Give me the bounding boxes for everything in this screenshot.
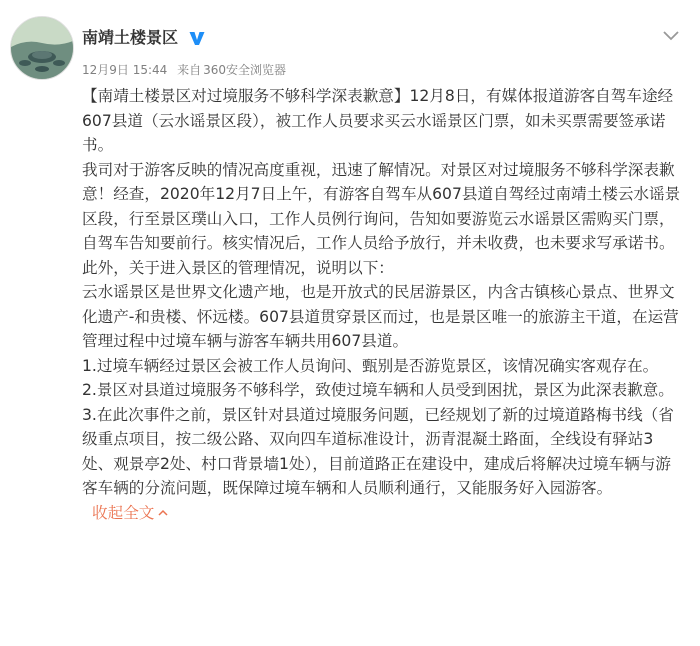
verified-v-icon [188, 29, 206, 47]
post-paragraph-4: 云水谣景区是世界文化遗产地，也是开放式的民居游景区，内含古镇核心景点、世界文化遗产-和贵楼、怀远楼。607县道贯穿景区而过，也是景区唯一的旅游主干道，在运营管理过程中过境车辆与游客车辆共用607县道。 [82, 283, 679, 350]
post-paragraph-7-text: 3.在此次事件之前，景区针对县道过境服务问题，已经规划了新的过境道路梅书线（省级重点项目，按二级公路、双向四车道标准设计，沥青混凝土路面，全线设有驿站3处、观景亭2处、村口背景墙1处），目前道路正在建设中，建成后将解决过境车辆与游客车辆的分流问题，既保障过境车辆和人员顺利通行，又能服务好入园游客。 [82, 405, 674, 497]
post-paragraph-1: 【南靖土楼景区对过境服务不够科学深表歉意】12月8日，有媒体报道游客自驾车途经607县道（云水谣景区段），被工作人员要求买云水谣景区门票，如未买票需要签承诺书。 [82, 87, 674, 154]
post-content [82, 84, 684, 525]
post-paragraph-2: 我司对于游客反映的情况高度重视，迅速了解情况。对景区对过境服务不够科学深表歉意！经查，2020年12月7日上午，有游客自驾车从607县道自驾经过南靖土楼云水谣景区段，行至景区璞山入口，工作人员例行询问，告知如要游览云水谣景区需购买门票，自驾车告知要前行。核实情况后，工作人员给予放行，并未收费，也未要求写承诺书。 [82, 160, 681, 252]
chevron-up-icon [158, 508, 168, 518]
post-header [0, 0, 700, 84]
collapse-label: 收起全文 [92, 503, 155, 522]
collapse-button[interactable] [92, 504, 168, 522]
avatar-image [11, 17, 73, 79]
post-paragraph-3: 此外，关于进入景区的管理情况，说明以下： [82, 258, 394, 277]
post-paragraph-7 [82, 403, 684, 526]
post-paragraph-5: 1.过境车辆经过景区会被工作人员询问、甄别是否游览景区，该情况确实客观存在。 [82, 356, 659, 375]
post-source[interactable]: 360安全浏览器 [203, 63, 287, 77]
avatar[interactable] [10, 16, 74, 80]
chevron-down-icon[interactable] [662, 30, 680, 42]
author-name[interactable]: 南靖土楼景区 [82, 28, 179, 47]
post-meta [82, 62, 292, 78]
source-prefix: 来自 [177, 63, 202, 77]
post-date[interactable]: 12月9日 15:44 [82, 63, 168, 77]
post-paragraph-6: 2.景区对县道过境服务不够科学，致使过境车辆和人员受到困扰，景区为此深表歉意。 [82, 381, 674, 399]
